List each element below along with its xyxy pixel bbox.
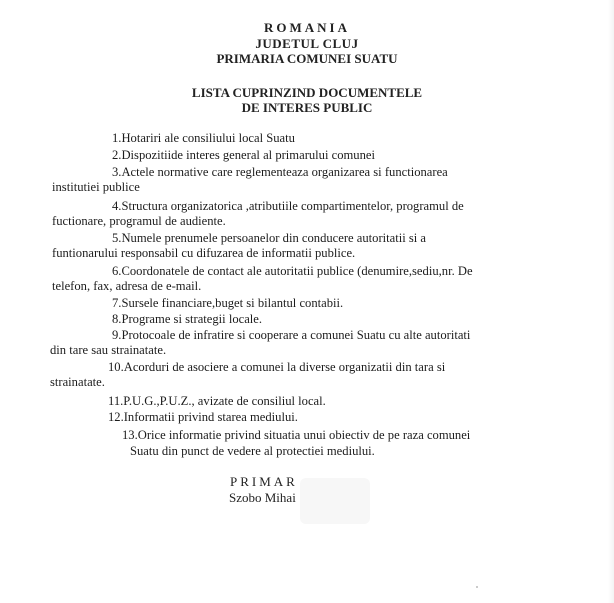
list-item-7: 7.Sursele financiare,buget si bilantul contabii. <box>112 296 344 310</box>
signature-name: Szobo Mihai <box>229 490 296 505</box>
list-item-9: 9.Protocoale de infratire si cooperare a comunei Suatu cu alte autoritati <box>112 328 471 342</box>
list-item-12: 12.Informatii privind starea mediului. <box>108 410 298 424</box>
list-item-4-cont: fuctionare, programul de audiente. <box>52 214 226 228</box>
document-subtitle: DE INTERES PUBLIC <box>241 100 373 115</box>
list-item-5-cont: funtionarului responsabil cu difuzarea de informatii publice. <box>52 246 356 260</box>
list-item-2: 2.Dispozitiide interes general al primarului comunei <box>112 148 375 162</box>
institution-heading: PRIMARIA COMUNEI SUATU <box>216 51 398 66</box>
signature-role: PRIMAR <box>230 474 298 489</box>
document-title: LISTA CUPRINZIND DOCUMENTELE <box>191 85 423 100</box>
list-item-10: 10.Acorduri de asociere a comunei la diverse organizatii din tara si <box>108 360 446 374</box>
list-item-6-cont: telefon, fax, adresa de e-mail. <box>52 279 202 293</box>
list-item-3-cont: institutiei publice <box>52 180 140 194</box>
scan-speck <box>476 586 478 588</box>
list-item-5: 5.Numele prenumele persoanelor din conducere autoritatii si a <box>112 231 427 245</box>
list-item-1: 1.Hotariri ale consiliului local Suatu <box>112 131 295 145</box>
list-item-4: 4.Structura organizatorica ,atributiile compartimentelor, programul de <box>112 199 464 213</box>
list-item-6: 6.Coordonatele de contact ale autoritatii publice (denumire,sediu,nr. De <box>112 264 473 278</box>
list-item-3: 3.Actele normative care reglementeaza organizarea si functionarea <box>112 165 448 179</box>
list-item-8: 8.Programe si strategii locale. <box>112 312 263 326</box>
scan-edge-shadow <box>608 0 614 603</box>
list-item-13: 13.Orice informatie privind situatia unui obiectiv de pe raza comunei <box>122 428 471 442</box>
county-heading: JUDETUL CLUJ <box>255 36 359 51</box>
list-item-11: 11.P.U.G.,P.U.Z., avizate de consiliul local. <box>108 394 326 408</box>
list-item-13-cont: Suatu din punct de vedere al protectiei mediului. <box>130 444 375 458</box>
list-item-9-cont: din tare sau strainatate. <box>50 343 167 357</box>
country-heading: ROMANIA <box>264 20 350 35</box>
list-item-10-cont: strainatate. <box>50 375 105 389</box>
stamp-area <box>300 478 370 524</box>
